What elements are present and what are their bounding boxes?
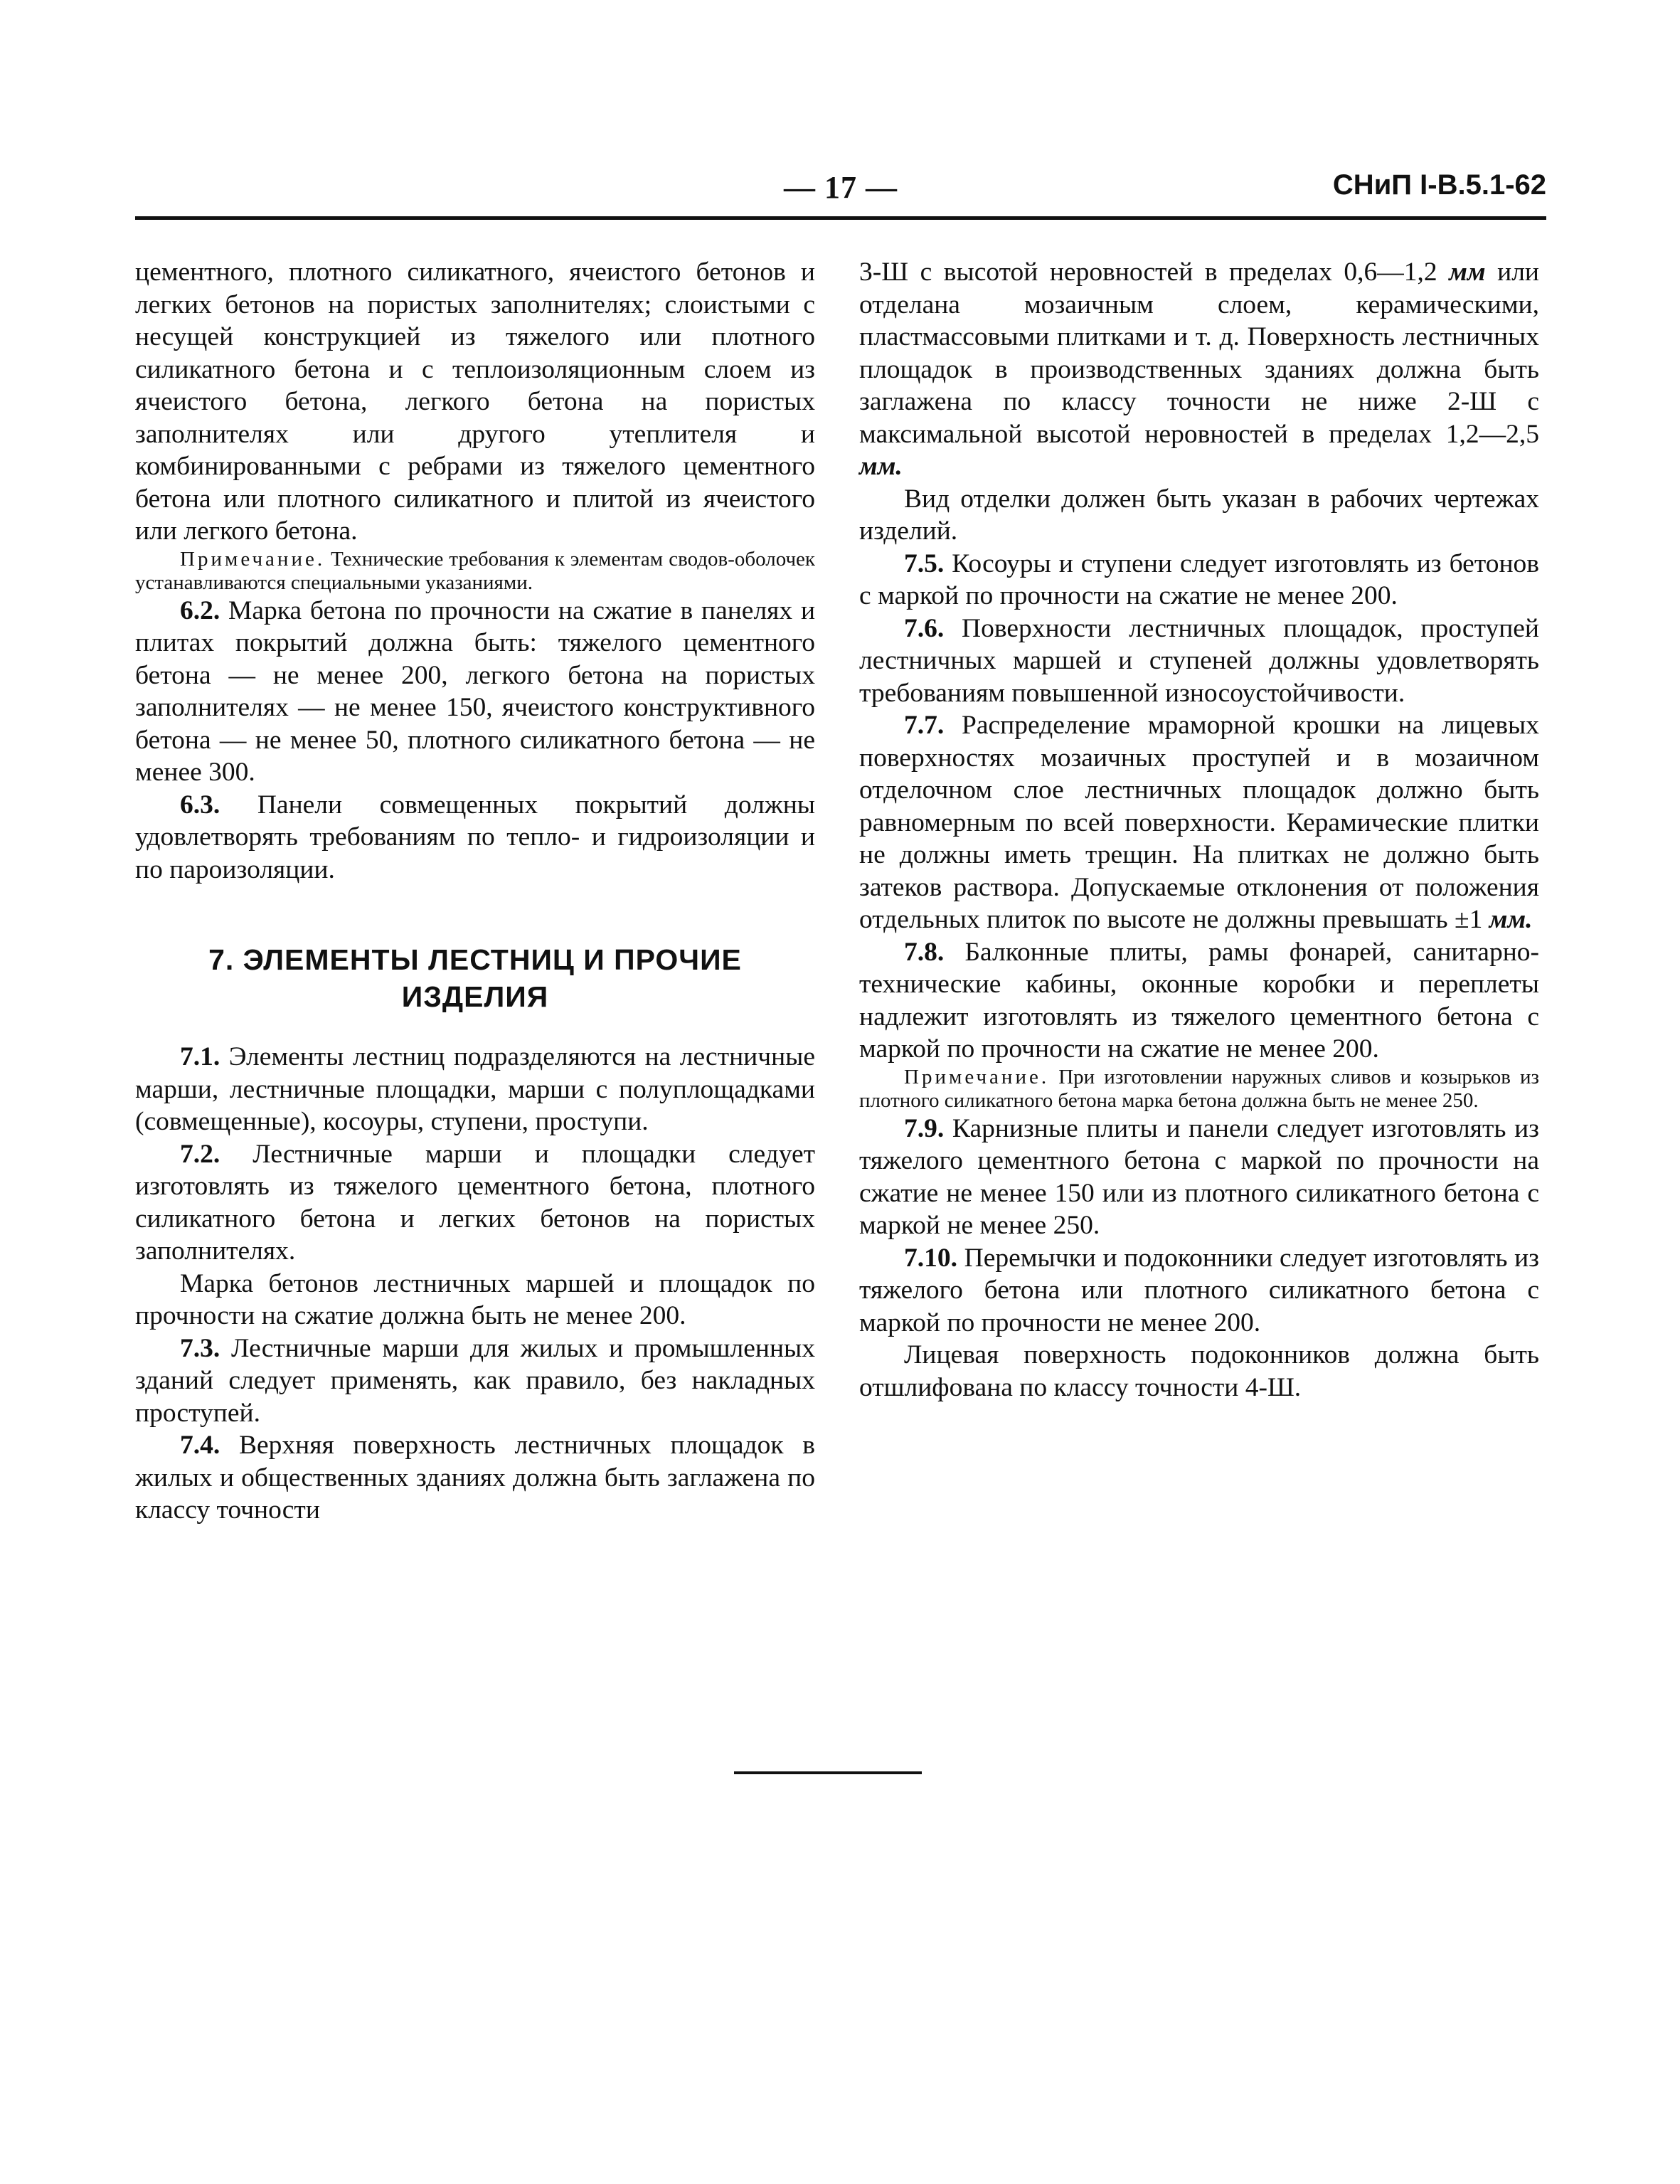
- paragraph-7-6: [859, 613, 1539, 710]
- clause-number: 6.2.: [180, 595, 220, 625]
- clause-number: 7.5.: [904, 548, 945, 578]
- paragraph-7-1: [135, 1041, 815, 1138]
- clause-text: Карнизные плиты и панели следует изготовлять из тяжелого цементного бетона с маркой по прочности на сжатие не менее 150 или из плотного силикатного бетона с маркой не менее 250.: [859, 1113, 1539, 1240]
- left-column: [135, 256, 815, 1527]
- clause-number: 7.9.: [904, 1113, 945, 1143]
- page-number: — 17 —: [784, 170, 898, 205]
- unit-mm: мм.: [859, 452, 903, 481]
- clause-text: или отделана мозаичным слоем, керамическими, пластмассовыми плитками и т. д. Поверхность лестничных площадок в производственных зданиях должна быть заглажена по классу точности не ниже 2-Ш с максимальной высотой неровностей в пределах 1,2—2,5: [859, 258, 1539, 449]
- header-rule: [135, 216, 1546, 220]
- clause-number: 7.10.: [904, 1243, 957, 1273]
- footer-rule: [734, 1771, 922, 1774]
- clause-text: 3-Ш с высотой неровностей в пределах 0,6—1,2: [859, 258, 1450, 287]
- document-code: СНиП I-В.5.1-62: [1332, 169, 1546, 201]
- page-header: [135, 169, 1546, 212]
- right-column: [859, 256, 1539, 1404]
- note-text: При изготовлении наружных сливов и козырьков из плотного силикатного бетона марка бетона должна быть не менее 250.: [859, 1065, 1539, 1112]
- clause-number: 7.3.: [180, 1333, 220, 1363]
- paragraph-7-4-finish: Вид отделки должен быть указан в рабочих чертежах изделий.: [859, 484, 1539, 546]
- clause-text: Распределение мраморной крошки на лицевых поверхностях мозаичных проступей и в мозаичном отделочном слое лестничных площадок должно быть равномерным по всей поверхности. Керамические плитки не должны иметь трещин. На плитках не должно быть затеков раствора. Допускаемые отклонения от положения отдельных плиток по высоте не должны превышать ±1: [859, 711, 1539, 934]
- paragraph-7-3: [135, 1332, 815, 1430]
- clause-text: Лестничные марши и площадки следует изготовлять из тяжелого цементного бетона, плотного силикатного бетона и легких бетонов на пористых заполнителях.: [135, 1139, 816, 1266]
- clause-text: Панели совмещенных покрытий должны удовлетворять требованиям по тепло- и гидроизоляции и по пароизоляции.: [135, 790, 815, 884]
- clause-text: Поверхности лестничных площадок, проступей лестничных маршей и ступеней должны удовлетворять требованиям повышенной износоустойчивости.: [859, 613, 1539, 708]
- note-text: Технические требования к элементам сводов-оболочек устанавливаются специальными указаниями.: [135, 547, 815, 594]
- clause-text: Балконные плиты, рамы фонарей, санитарно-технические кабины, оконные коробки и переплеты надлежит изготовлять из тяжелого цементного бетона с маркой по прочности на сжатие не менее 200.: [859, 937, 1539, 1064]
- clause-text: Верхняя поверхность лестничных площадок в жилых и общественных зданиях должна быть заглажена по классу точности: [135, 1431, 816, 1525]
- clause-number: 7.8.: [904, 937, 945, 967]
- paragraph-6-3: [135, 789, 815, 886]
- paragraph-7-4-continuation: [859, 256, 1539, 483]
- paragraph-7-7: [859, 709, 1539, 936]
- paragraph-7-2: [135, 1138, 815, 1268]
- paragraph-6-2: [135, 595, 815, 789]
- clause-number: 7.4.: [180, 1431, 220, 1460]
- paragraph-7-9: [859, 1113, 1539, 1242]
- clause-number: 7.7.: [904, 711, 945, 740]
- clause-text: Элементы лестниц подразделяются на лестничные марши, лестничные площадки, марши с полуплощадками (совмещенные), косоуры, ступени, проступи.: [135, 1042, 815, 1136]
- paragraph-7-2-grade: Марка бетонов лестничных маршей и площадок по прочности на сжатие должна быть не менее 200.: [135, 1268, 815, 1330]
- paragraph-7-10: [859, 1242, 1539, 1340]
- clause-number: 6.3.: [180, 790, 220, 820]
- clause-text: Марка бетона по прочности на сжатие в панелях и плитах покрытий должна быть: тяжелого цементного бетона — не менее 200, легкого бетона на пористых заполнителях — не менее 150, ячеистого конструктивного бетона — не менее 50, плотного силикатного бетона — не менее 300.: [135, 595, 816, 787]
- paragraph-7-4: [135, 1429, 815, 1527]
- clause-number: 7.6.: [904, 613, 945, 643]
- note-label: Примечание.: [904, 1065, 1050, 1088]
- paragraph-7-10-sills: Лицевая поверхность подоконников должна быть отшлифована по классу точности 4-Ш.: [859, 1340, 1539, 1402]
- note-vaults: [135, 548, 815, 595]
- clause-number: 7.2.: [180, 1139, 220, 1169]
- note-canopies: [859, 1066, 1539, 1113]
- clause-text: Перемычки и подоконники следует изготовлять из тяжелого бетона или плотного силикатного бетона с маркой по прочности не менее 200.: [859, 1243, 1540, 1337]
- paragraph-6-1-continuation: цементного, плотного силикатного, ячеистого бетонов и легких бетонов на пористых заполнителях; слоистыми с несущей конструкцией из тяжелого или плотного силикатного бетона и с теплоизоляционным слоем из ячеистого бетона, легкого бетона на пористых заполнителях или другого утеплителя и комбинированными с ребрами из тяжелого цементного бетона или плотного силикатного и плитой из ячеистого или легкого бетона.: [135, 258, 815, 546]
- unit-mm: мм.: [1489, 905, 1533, 934]
- paragraph-7-5: [859, 548, 1539, 613]
- section-7-heading: 7. ЭЛЕМЕНТЫ ЛЕСТНИЦ И ПРОЧИЕ ИЗДЕЛИЯ: [208, 943, 742, 1013]
- note-label: Примечание.: [180, 547, 326, 571]
- clause-text: Косоуры и ступени следует изготовлять из бетонов с маркой по прочности на сжатие не менее 200.: [859, 548, 1539, 610]
- clause-number: 7.1.: [180, 1042, 220, 1071]
- unit-mm: мм: [1449, 258, 1486, 287]
- paragraph-7-8: [859, 936, 1539, 1066]
- clause-text: Лестничные марши для жилых и промышленных зданий следует применять, как правило, без накладных проступей.: [135, 1333, 815, 1428]
